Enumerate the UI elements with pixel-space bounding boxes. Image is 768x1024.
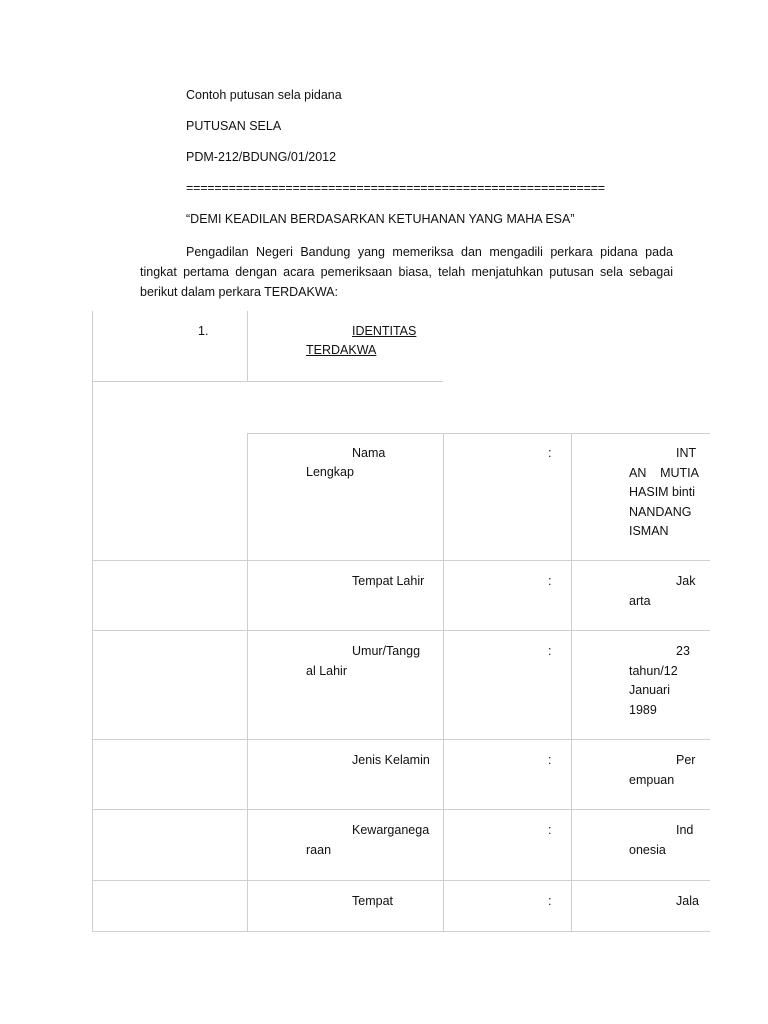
separator-line: =========================================================== (186, 181, 605, 195)
table-rule (92, 880, 710, 881)
row-value-cont: HASIM binti (629, 485, 695, 499)
table-divider (443, 433, 444, 932)
table-divider (571, 433, 572, 932)
row-label: Kewarganega (352, 823, 430, 837)
intro-paragraph: Pengadilan Negeri Bandung yang memeriksa dan mengadili perkara pidana pada tingkat pertama dengan acara pemeriksaan biasa, telah menjatuhkan putusan sela sebagai berikut dalam perkara TERDAKWA: (140, 245, 673, 299)
table-rule (247, 433, 710, 434)
row-label-cont: Lengkap (306, 465, 354, 479)
row-value: INT (676, 446, 697, 460)
row-label: Tempat Lahir (352, 574, 425, 588)
row-value-cont: onesia (629, 842, 666, 857)
row-value-cont: ISMAN (629, 524, 669, 538)
row-value-cont: AN MUTIA (629, 465, 699, 480)
row-label-cont: raan (306, 842, 332, 857)
document-title: Contoh putusan sela pidana (186, 88, 342, 102)
row-value: Jala (676, 894, 699, 908)
section-number: 1. (198, 324, 209, 338)
table-rule (92, 739, 710, 740)
row-value-cont: NANDANG (629, 504, 692, 519)
case-number: PDM-212/BDUNG/01/2012 (186, 150, 337, 164)
motto: “DEMI KEADILAN BERDASARKAN KETUHANAN YANG MAHA ESA” (186, 212, 575, 226)
table-divider (247, 433, 248, 932)
row-label: Umur/Tangg (352, 644, 421, 658)
row-value-cont: empuan (629, 772, 675, 787)
document-subtitle: PUTUSAN SELA (186, 119, 282, 133)
table-rule (92, 630, 710, 631)
row-value-cont: Januari (629, 683, 670, 697)
row-value-cont: arta (629, 593, 651, 608)
table-rule (92, 381, 443, 382)
table-rule (92, 809, 710, 810)
table-divider (247, 311, 248, 381)
section-title-line2: TERDAKWA (306, 343, 377, 357)
row-colon: : (548, 574, 552, 588)
row-label: Jenis Kelamin (352, 753, 430, 767)
row-label-cont: al Lahir (306, 663, 347, 678)
row-value-cont: tahun/12 (629, 663, 678, 678)
table-border-left (92, 311, 93, 932)
row-colon: : (548, 894, 552, 908)
row-value: Ind (676, 823, 694, 837)
row-colon: : (548, 644, 552, 658)
row-colon: : (548, 823, 552, 837)
row-value: Jak (676, 574, 696, 588)
row-label: Tempat (352, 894, 393, 908)
row-value: Per (676, 753, 696, 767)
row-colon: : (548, 446, 552, 460)
table-rule (92, 931, 710, 932)
table-rule (92, 560, 710, 561)
section-title-line1: IDENTITAS (352, 324, 417, 338)
row-value: 23 (676, 644, 690, 658)
row-label: Nama (352, 446, 386, 460)
row-colon: : (548, 753, 552, 767)
row-value-cont: 1989 (629, 702, 657, 717)
